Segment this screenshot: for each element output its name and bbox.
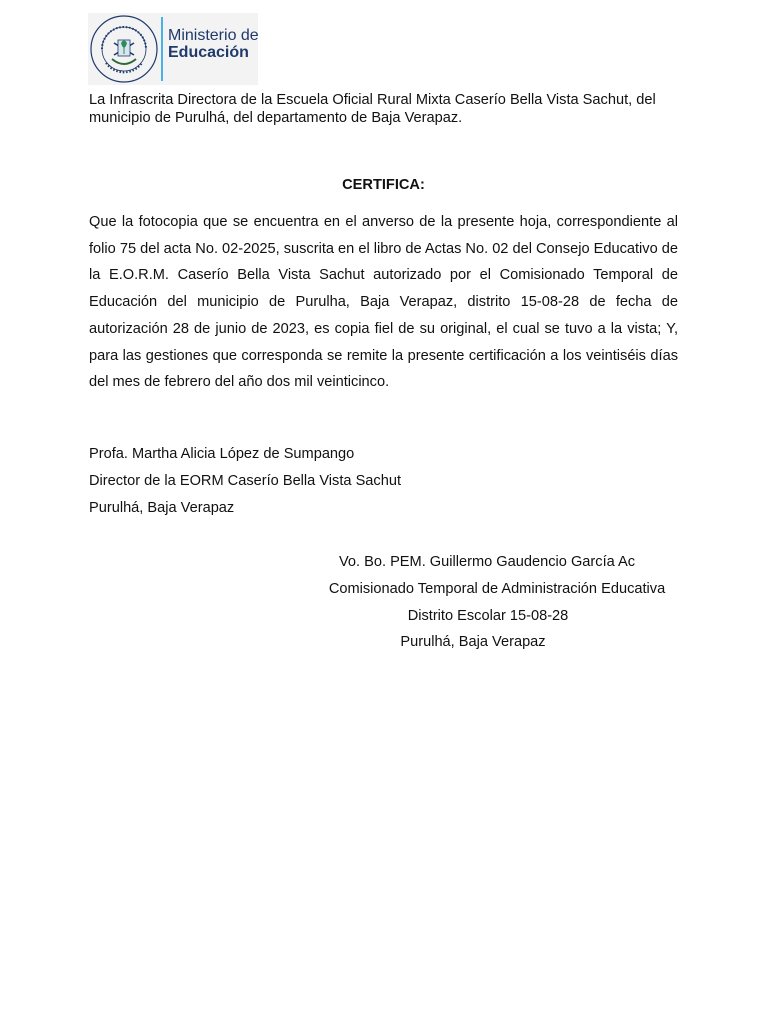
- vobo-name: Vo. Bo. PEM. Guillermo Gaudencio García Ac: [338, 554, 636, 570]
- intro-paragraph: La Infrascrita Directora de la Escuela Oficial Rural Mixta Caserío Bella Vista Sachut, del municipio de Purulhá, del departamento de Baja Verapaz.: [89, 92, 656, 126]
- logo-divider: [161, 17, 163, 81]
- ministry-line1: Ministerio de: [168, 27, 259, 44]
- ministry-wordmark: [168, 28, 259, 62]
- signatory-name: Profa. Martha Alicia López de Sumpango: [89, 446, 355, 462]
- vobo-place: Purulhá, Baja Verapaz: [400, 634, 546, 650]
- signatory-place: Purulhá, Baja Verapaz: [89, 500, 235, 516]
- vobo-title: Comisionado Temporal de Administración Educativa: [328, 581, 666, 597]
- signatory-title: Director de la EORM Caserío Bella Vista Sachut: [89, 473, 402, 489]
- ministry-logo: [88, 13, 258, 85]
- guatemala-seal-icon: [88, 13, 160, 85]
- certification-body: Que la fotocopia que se encuentra en el anverso de la presente hoja, correspondiente al folio 75 del acta No. 02-2025, suscrita en el libro de Actas No. 02 del Consejo Educativo de la E.O.R.M. Caserío Bella Vista Sachut autorizado por el Comisionado Temporal de Educación del municipio de Purulha, Baja Verapaz, distrito 15-08-28 de fecha de autorización 28 de junio de 2023, es copia fiel de su original, el cual se tuvo a la vista; Y, para las gestiones que corresponda se remite la presente certificación a los veintiséis días del mes de febrero del año dos mil veinticinco.: [89, 214, 678, 391]
- ministry-line2: Educación: [168, 43, 249, 61]
- certifica-heading: CERTIFICA:: [342, 177, 425, 193]
- vobo-district: Distrito Escolar 15-08-28: [407, 608, 569, 624]
